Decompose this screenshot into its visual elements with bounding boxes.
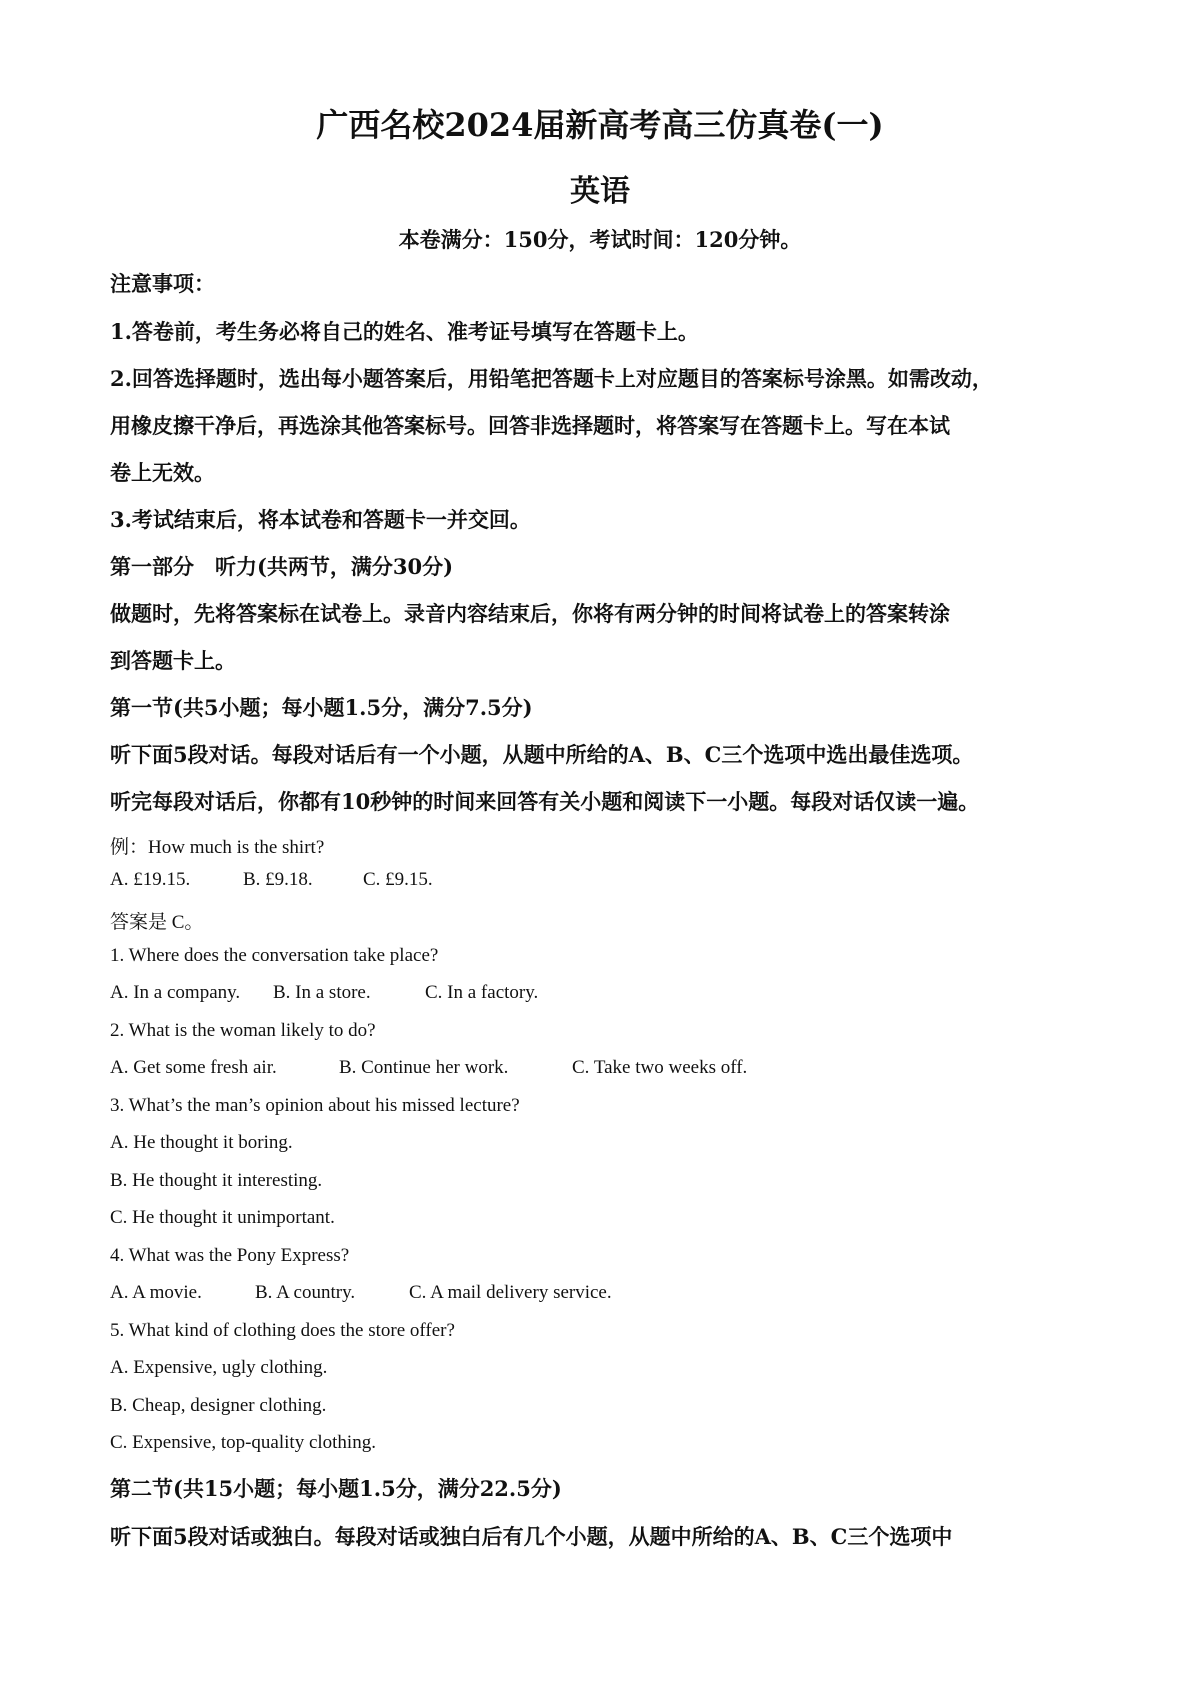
question-1-options	[110, 982, 1100, 1004]
notice-heading: 注意事项：	[110, 271, 215, 296]
question-4-stem: 4. What was the Pony Express?	[110, 1245, 350, 1266]
question-3-option-b: B. He thought it interesting.	[110, 1170, 323, 1191]
question-4-option-c: C. A mail delivery service.	[409, 1282, 612, 1303]
question-3-stem: 3. What’s the man’s opinion about his missed lecture?	[110, 1095, 520, 1116]
section1-desc-line-1: 听下面5段对话。每段对话后有一个小题，从题中所给的A、B、C三个选项中选出最佳选项。	[110, 742, 974, 767]
question-5-option-c: C. Expensive, top-quality clothing.	[110, 1432, 376, 1453]
question-3-option-c: C. He thought it unimportant.	[110, 1207, 335, 1228]
question-5-option-a: A. Expensive, ugly clothing.	[110, 1357, 328, 1378]
question-1-option-c: C. In a factory.	[425, 982, 539, 1003]
notice-item-2-line-2: 用橡皮擦干净后，再选涂其他答案标号。回答非选择题时，将答案写在答题卡上。写在本试	[110, 413, 950, 438]
question-2-option-b: B. Continue her work.	[339, 1057, 509, 1078]
question-1-stem: 1. Where does the conversation take place?	[110, 945, 439, 966]
question-2-options	[110, 1057, 1100, 1079]
example-option-a: A. £19.15.	[110, 869, 191, 890]
notice-item-2-line-1: 2.回答选择题时，选出每小题答案后，用铅笔把答题卡上对应题目的答案标号涂黑。如需改动，	[110, 366, 993, 391]
question-2-option-a: A. Get some fresh air.	[110, 1057, 277, 1078]
part1-heading: 第一部分 听力(共两节，满分30分)	[110, 554, 454, 579]
question-2-option-c: C. Take two weeks off.	[572, 1057, 748, 1078]
notice-item-1: 1.答卷前，考生务必将自己的姓名、准考证号填写在答题卡上。	[110, 319, 699, 344]
notice-item-3: 3.考试结束后，将本试卷和答题卡一并交回。	[110, 507, 531, 532]
exam-title: 广西名校2024届新高考高三仿真卷(一)	[316, 106, 884, 144]
question-3-option-a: A. He thought it boring.	[110, 1132, 293, 1153]
example-options	[110, 869, 1100, 891]
example-question: 例：How much is the shirt?	[110, 837, 325, 858]
question-4-option-a: A. A movie.	[110, 1282, 202, 1303]
part1-desc-line-2: 到答题卡上。	[110, 648, 236, 673]
question-5-option-b: B. Cheap, designer clothing.	[110, 1395, 327, 1416]
question-5-stem: 5. What kind of clothing does the store offer?	[110, 1320, 455, 1341]
question-1-option-a: A. In a company.	[110, 982, 241, 1003]
section2-heading: 第二节(共15小题；每小题1.5分，满分22.5分)	[110, 1476, 562, 1501]
notice-item-2-line-3: 卷上无效。	[110, 460, 215, 485]
question-1-option-b: B. In a store.	[273, 982, 371, 1003]
subject-title: 英语	[570, 174, 630, 209]
exam-meta: 本卷满分：150分，考试时间：120分钟。	[398, 227, 802, 252]
question-2-stem: 2. What is the woman likely to do?	[110, 1020, 376, 1041]
question-4-option-b: B. A country.	[255, 1282, 356, 1303]
question-4-options	[110, 1282, 1100, 1304]
section1-heading: 第一节(共5小题；每小题1.5分，满分7.5分)	[110, 695, 533, 720]
part1-desc-line-1: 做题时，先将答案标在试卷上。录音内容结束后，你将有两分钟的时间将试卷上的答案转涂	[110, 601, 950, 626]
section1-desc-line-2: 听完每段对话后，你都有10秒钟的时间来回答有关小题和阅读下一小题。每段对话仅读一遍。	[110, 789, 980, 814]
section2-desc-line-1: 听下面5段对话或独白。每段对话或独白后有几个小题，从题中所给的A、B、C三个选项中	[110, 1524, 953, 1549]
example-option-c: C. £9.15.	[363, 869, 433, 890]
example-answer: 答案是 C。	[110, 912, 204, 933]
example-option-b: B. £9.18.	[243, 869, 313, 890]
